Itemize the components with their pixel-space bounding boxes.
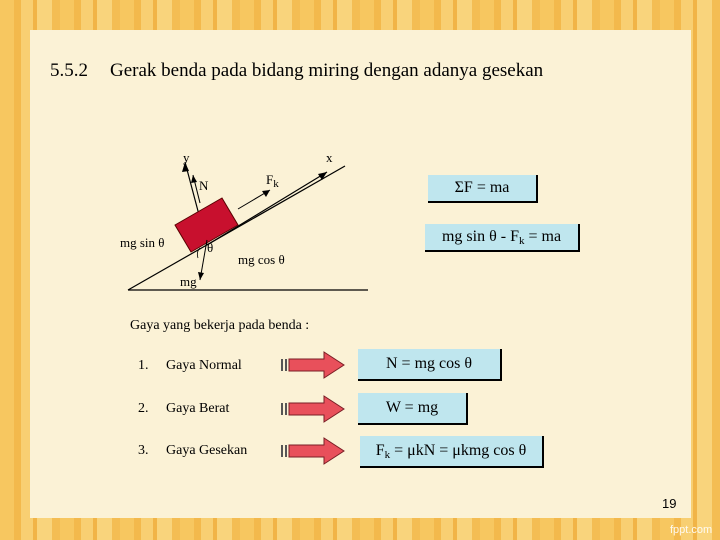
x-axis-label: x	[326, 150, 333, 165]
watermark-logo: fppt.com	[670, 524, 713, 536]
weight-result: W = mg	[358, 393, 468, 425]
newton-law-box: ΣF = ma	[428, 175, 538, 203]
right-arrow-icon	[280, 350, 346, 380]
right-arrow-icon	[280, 436, 346, 466]
weight-arrowhead	[198, 272, 204, 280]
force-item-number: 2.	[138, 401, 149, 416]
angle-label: θ	[207, 240, 214, 255]
normal-force-result: N = mg cos θ	[358, 349, 502, 381]
parallel-component-label: mg sin θ	[120, 235, 165, 250]
incline-surface	[128, 166, 345, 290]
normal-force-arrowhead	[191, 175, 197, 183]
force-item-label: Gaya Gesekan	[166, 443, 248, 458]
motion-equation-box: mg sin θ - $F_k$ = ma	[425, 224, 580, 252]
perpendicular-component-label: mg cos θ	[238, 252, 285, 267]
forces-heading: Gaya yang bekerja pada benda :	[130, 318, 310, 333]
force-item-number: 3.	[138, 443, 149, 458]
section-number: 5.5.2	[50, 60, 88, 81]
force-item-number: 1.	[138, 358, 149, 373]
y-axis-label: y	[183, 150, 190, 165]
friction-force-label: $F_k$	[266, 172, 279, 190]
page-number: 19	[662, 496, 677, 511]
right-arrow-icon	[280, 394, 346, 424]
force-item-label: Gaya Normal	[166, 358, 242, 373]
force-item-label: Gaya Berat	[166, 401, 230, 416]
x-axis-arrowhead	[318, 172, 327, 180]
weight-label: mg	[180, 274, 197, 289]
normal-force-label: N	[199, 178, 209, 193]
friction-result: $F_k = \mu kN = \mu kmg$ cos θ	[360, 436, 544, 468]
slide-title: Gerak benda pada bidang miring dengan adanya gesekan	[110, 60, 544, 81]
